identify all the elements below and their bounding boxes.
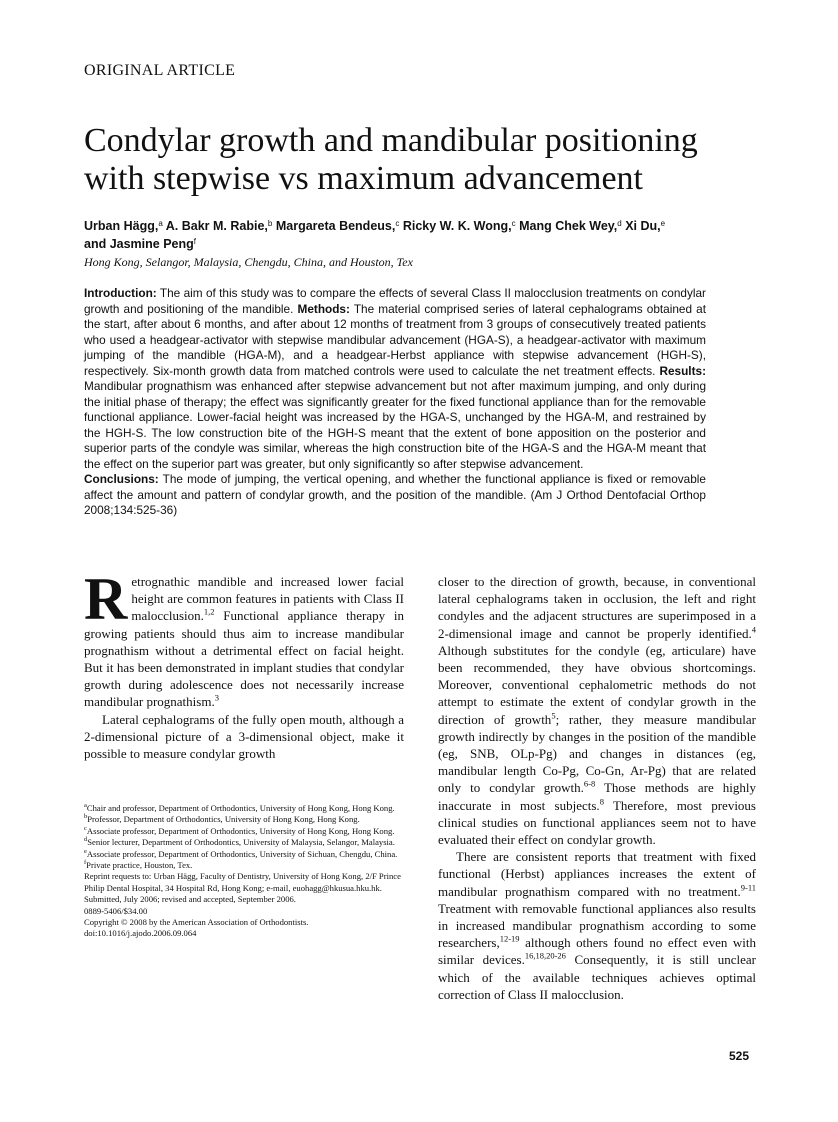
footnote-text: Associate professor, Department of Orthodontics, University of Sichuan, Chengdu, China. — [86, 848, 398, 859]
footnote — [84, 826, 404, 837]
copyright: Copyright © 2008 by the American Association of Orthodontists. — [84, 917, 309, 928]
body-text: although others found no effect even with similar devices. — [438, 935, 756, 968]
body-text: closer to the direction of growth, because, in conventional lateral cephalograms taken in occlusion, the left and right condyles and the adjacent structures are superimposed in a 2-dimensional image and cannot be properly identified. — [438, 574, 756, 641]
body-paragraph — [84, 566, 404, 711]
affiliation-mark: b — [267, 219, 273, 228]
section-label: ORIGINAL ARTICLE — [84, 62, 236, 79]
abstract-conclusions-text: The mode of jumping, the vertical opening, and whether the functional appliance is fixed or removable affect the amount and pattern of condylar growth, and the position of the mandible. (Am J Orthod Dentofacial Orthop 2008;134:525-36) — [84, 472, 706, 517]
footnote-mark: c — [84, 824, 87, 832]
footnote-text: Senior lecturer, Department of Orthodontics, University of Malaysia, Selangor, Malaysia. — [87, 837, 395, 848]
author-name: Xi Du, — [625, 219, 661, 233]
body-text: There are consistent reports that treatment with fixed functional (Herbst) appliances increases the extent of mandibular prognathism compared with no treatment. — [438, 849, 756, 899]
citation[interactable]: 3 — [214, 693, 219, 704]
affiliation-mark: e — [660, 219, 666, 228]
author-name: and Jasmine Peng — [84, 237, 194, 251]
footnote — [84, 814, 404, 825]
abstract-methods-text: The material comprised series of lateral cephalograms obtained at the start, after about 6 months, and after about 12 months of treatment from 3 groups of consecutively treated patients who used a headgear-activator with stepwise mandibular advancement (HGA-S), a headgear-activator with maximum jumping of the mandible (HGA-M), and a headgear-Herbst appliance with stepwise advancement (HGH-S), respectively. Six-month growth data from matched controls were used to calculate the net treatment effects. — [84, 301, 706, 378]
footnote-text: Chair and professor, Department of Orthodontics, University of Hong Kong, Hong Kong. — [86, 803, 395, 813]
page-number: 525 — [729, 1049, 750, 1063]
footnote-mark: f — [84, 859, 87, 867]
body-text: Although substitutes for the condyle (eg, articulare) have been recommended, they have obvious shortcomings. Moreover, conventional cephalometric methods do not attempt to estimate the extent of condylar growth in the direction of growth — [438, 642, 756, 727]
drop-cap: R — [84, 566, 128, 632]
title-line-2: with stepwise vs maximum advancement — [84, 160, 643, 197]
abstract-results-text: Mandibular prognathism was enhanced after stepwise advancement but not after maximum jumping, and only during the initial phase of therapy; the effect was significantly greater for the fixed functional appliance than for the removable functional appliance. Lower-facial height was increased by the HGA-S, unchanged by the HGA-M, and restrained by the HGH-S. The low construction bite of the HGH-S meant that the extent of bone apposition on the posterior and superior parts of the condyle was similar, whereas the high construction bite of the HGA-S and the HGA-M meant that the effect on the superior part was greater, but only significantly so after stepwise advancement. — [84, 379, 706, 471]
footnote-mark: a — [84, 802, 87, 810]
footnote — [84, 849, 404, 860]
citation[interactable]: 12-19 — [499, 933, 520, 944]
citation[interactable]: 1,2 — [203, 607, 215, 618]
abstract-results-label: Results: — [659, 363, 706, 378]
footnote-mark: d — [84, 836, 88, 844]
footnotes — [84, 803, 404, 940]
author-name: A. Bakr M. Rabie, — [165, 219, 268, 233]
submission-dates: Submitted, July 2006; revised and accepted, September 2006. — [84, 894, 296, 905]
abstract-conclusions-label: Conclusions: — [84, 472, 159, 486]
author-name: Mang Chek Wey, — [519, 219, 618, 233]
author-name: Urban Hägg, — [84, 219, 159, 233]
citation[interactable]: 5 — [551, 710, 556, 721]
body-text: Functional appliance therapy in growing patients should thus aim to increase mandibular prognathism without a detrimental effect on facial height. But it has been demonstrated in implant studies that condylar growth during adolescence does not necessarily increase mandibular prognathism. — [84, 608, 404, 710]
author-locations: Hong Kong, Selangor, Malaysia, Chengdu, China, and Houston, Tex — [84, 255, 413, 269]
footnote-text: Private practice, Houston, Tex. — [86, 860, 193, 871]
abstract-intro-label: Introduction: — [84, 286, 157, 300]
affiliation-mark: c — [395, 219, 400, 228]
abstract — [84, 286, 706, 519]
body-text: ; rather, they measure mandibular growth indirectly by changes in the position of the mandible (eg, SNB, OLp-Pg) and changes in distances (eg, mandibular length Co-Pg, Co-Gn, Ar-Pg) that are related only to condylar growth. — [438, 711, 756, 796]
body-text: Those methods are highly inaccurate in most subjects. — [438, 780, 756, 813]
author-name: Ricky W. K. Wong, — [402, 219, 512, 233]
affiliation-mark: c — [511, 219, 516, 228]
affiliation-mark: f — [193, 237, 196, 246]
body-paragraph: Lateral cephalograms of the fully open mouth, although a 2-dimensional picture of a 3-dimensional object, make it possible to measure condylar growth — [84, 711, 404, 762]
issn: 0889-5406/$34.00 — [84, 905, 148, 916]
author-name: Margareta Bendeus, — [275, 219, 396, 233]
body-text: Therefore, most previous clinical studies on functional appliances seem not to have evaluated their effect on condylar growth. — [438, 797, 756, 848]
body-paragraph — [438, 573, 756, 848]
footnote — [84, 860, 404, 871]
body-column-right — [438, 573, 756, 1003]
title-line-1: Condylar growth and mandibular positioning — [84, 122, 698, 159]
affiliation-mark: a — [158, 219, 163, 228]
article-title — [84, 122, 774, 198]
body-text: etrognathic mandible and increased lower facial height are common features in patients with Class II malocclusion. — [131, 574, 404, 624]
body-text: Treatment with removable functional appliances also results in increased mandibular prognathism according to some researchers, — [438, 900, 756, 951]
citation[interactable]: 6-8 — [583, 779, 596, 790]
reprint-requests: Reprint requests to: Urban Hägg, Faculty of Dentistry, University of Hong Kong, 2/F Prince Philip Dental Hospital, 34 Hospital Rd, Hong Kong; e-mail, euohagg@hkusua.hku.hk. — [84, 871, 401, 893]
footnote — [84, 803, 404, 814]
body-paragraph — [438, 848, 756, 1003]
body-column-left — [84, 566, 404, 762]
citation[interactable]: 9-11 — [740, 882, 756, 893]
doi[interactable]: doi:10.1016/j.ajodo.2006.09.064 — [84, 928, 197, 939]
abstract-methods-label: Methods: — [297, 301, 350, 316]
citation[interactable]: 4 — [751, 624, 756, 635]
footnote-mark: e — [84, 847, 87, 855]
footnote — [84, 837, 404, 848]
footnote-mark: b — [84, 813, 88, 821]
abstract-intro-text: The aim of this study was to compare the effects of several Class II malocclusion treatments on condylar growth and positioning of the mandible. — [84, 286, 706, 316]
citation[interactable]: 8 — [599, 796, 604, 807]
citation[interactable]: 16,18,20-26 — [524, 951, 566, 962]
affiliation-mark: d — [617, 219, 622, 228]
author-list — [84, 217, 764, 253]
footnote-text: Associate professor, Department of Orthodontics, University of Hong Kong, Hong Kong. — [86, 825, 395, 836]
body-text: Consequently, it is still unclear which of the available techniques achieves optimal correction of Class II malocclusion. — [438, 952, 756, 1002]
footnote-text: Professor, Department of Orthodontics, University of Hong Kong, Hong Kong. — [87, 814, 360, 825]
